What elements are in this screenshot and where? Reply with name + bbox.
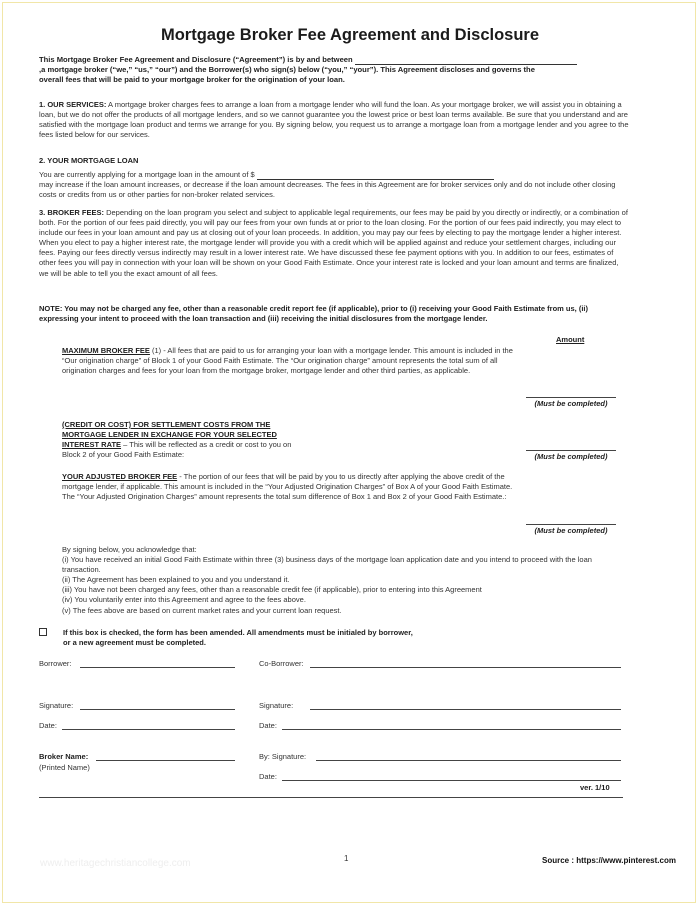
credit-heading-3: INTEREST RATE (62, 440, 122, 450)
intro-paragraph (39, 55, 629, 86)
credit-or-cost (62, 420, 514, 460)
amount-column-header: Amount (556, 335, 585, 344)
version-label: ver. 1/10 (580, 783, 610, 792)
page-number: 1 (344, 854, 349, 863)
intro-line-2: ,a mortgage broker (“we,” “us,” “our”) and the Borrower(s) who sign(s) below (“you,” “your”). This Agreement discloses and governs the (39, 65, 535, 75)
co-borrower-label: Co-Borrower: (259, 659, 304, 668)
credit-text-2: Block 2 of your Good Faith Estimate: (62, 450, 185, 460)
amended-checkbox[interactable] (39, 628, 47, 636)
amended-line-1: If this box is checked, the form has been amended. All amendments must be initialed by borrower, (63, 628, 413, 637)
section-1-heading: 1. OUR SERVICES: (39, 100, 107, 109)
co-borrower-date-field[interactable] (282, 729, 621, 730)
acknowledge-item-3: (iii) You have not been charged any fees, other than a reasonable credit fee (if applicable), prior to entering into this Agreement (62, 585, 482, 595)
co-borrower-signature-label: Signature: (259, 701, 294, 710)
acknowledgement-list (62, 545, 622, 616)
printed-name-label: (Printed Name) (39, 763, 90, 772)
borrower-label: Borrower: (39, 659, 72, 668)
section-3-text: Depending on the loan program you select and subject to applicable legal requirements, our fees may be paid by you directly or indirectly, or a combination of both. For the portion of our fees paid directly, you will pay our fees from your own funds at or prior to the loan closing. For the portion of our fees paid indirectly, you may elect to include our fees in your loan amount and pay us at closing out of your loan proceeds. In addition, you may pay our fees by electing to pay the mortgage lender a higher interest. When you elect to pay a higher interest rate, the mortgage lender will provide you with a credit which will be applied against and reduce your settlement charges, including our fees. Paying our fees directly versus indirectly may result in a lower interest rate. We have discussed these fee payment options with you. In addition to our fees, estimates of other fees you will pay in connection with your loan will be shown on your Good Faith Estimate. Once your interest rate is locked and your loan amount and terms are finalized, we will be able to tell you the exact amount of all fees. (39, 208, 628, 278)
broker-date-field[interactable] (282, 780, 621, 781)
credit-heading-2: MORTGAGE LENDER IN EXCHANGE FOR YOUR SELECTED (62, 430, 277, 440)
section-3-heading: 3. BROKER FEES: (39, 208, 105, 217)
loan-amount-label: You are currently applying for a mortgage loan in the amount of $ (39, 170, 255, 180)
co-borrower-field[interactable] (310, 667, 621, 668)
document-title: Mortgage Broker Fee Agreement and Disclosure (160, 26, 540, 44)
adjusted-broker-fee (62, 472, 514, 502)
max-fee-text: (1) - All fees that are paid to us for arranging your loan with a mortgage lender. This amount is included in the “Our origination charge” of Block 1 of your Good Faith Estimate. The “Our origination charge” amount represents the total sum of all origination charges and fees for your loan from the mortgage broker, mortgage lender and other third parties, as applicable. (62, 346, 513, 376)
acknowledge-item-2: (ii) The Agreement has been explained to you and you understand it. (62, 575, 290, 585)
must-complete-adjusted[interactable]: (Must be completed) (526, 524, 616, 535)
broker-name-label: Broker Name: (39, 752, 89, 761)
intro-line-3: overall fees that will be paid to your mortgage broker for the origination of your loan. (39, 75, 345, 85)
watermark-text: www.heritagechristiancollege.com (40, 858, 191, 869)
acknowledge-item-1: (i) You have received an initial Good Faith Estimate within three (3) business days of the mortgage loan application date and you intend to proceed with the loan transaction. (62, 555, 592, 575)
broker-date-label: Date: (259, 772, 277, 781)
borrower-signature-field[interactable] (80, 709, 235, 710)
section-broker-fees (39, 208, 629, 279)
broker-signature-label: By: Signature: (259, 752, 307, 761)
amended-notice (63, 628, 483, 648)
broker-name-field[interactable] (96, 760, 235, 761)
credit-heading-1: (CREDIT OR COST) FOR SETTLEMENT COSTS FROM THE (62, 420, 271, 429)
borrower-date-field[interactable] (62, 729, 235, 730)
section-1-text: A mortgage broker charges fees to arrange a loan from a mortgage lender who will fund the loan. As your mortgage broker, we will assist you in obtaining a loan, but we do not offer the products of all mortgage lenders, and so we cannot guarantee you the lowest price or best loan terms available. Be sure that you understand and are satisfied with the mortgage loan product and terms we arrange for you. By signing below, you request us to arrange a mortgage loan from a mortgage lender and you agree to the fees listed below for our services. (39, 100, 629, 140)
borrower-field[interactable] (80, 667, 235, 668)
co-borrower-signature-field[interactable] (310, 709, 621, 710)
must-complete-credit[interactable]: (Must be completed) (526, 450, 616, 461)
section-2-text: may increase if the loan amount increases, or decrease if the loan amount decreases. The fees in this Agreement are for broker services only and do not include other closing costs or credits from us or other parties for non-broker related services. (39, 180, 616, 200)
amended-line-2: or a new agreement must be completed. (63, 638, 206, 648)
section-2-heading: 2. YOUR MORTGAGE LOAN (39, 156, 139, 165)
borrower-date-label: Date: (39, 721, 57, 730)
section-mortgage-loan (39, 156, 629, 200)
acknowledge-intro: By signing below, you acknowledge that: (62, 545, 197, 554)
footer-divider (39, 797, 623, 798)
acknowledge-item-5: (v) The fees above are based on current market rates and your current loan request. (62, 605, 342, 615)
must-complete-max-fee[interactable]: (Must be completed) (526, 397, 616, 408)
borrower-signature-label: Signature: (39, 701, 74, 710)
intro-line-1: This Mortgage Broker Fee Agreement and Disclosure (“Agreement”) is by and between (39, 55, 353, 64)
maximum-broker-fee (62, 346, 514, 376)
note-paragraph: NOTE: You may not be charged any fee, other than a reasonable credit report fee (if applicable), prior to (i) receiving your Good Faith Estimate from us, (ii) expressing your intent to proceed with the loan transaction and (iii) receiving the initial disclosures from the mortgage lender. (39, 304, 588, 324)
acknowledge-item-4: (iv) You voluntarily enter into this Agreement and agree to the fees above. (62, 595, 306, 605)
adjusted-fee-heading: YOUR ADJUSTED BROKER FEE (62, 472, 178, 481)
co-borrower-date-label: Date: (259, 721, 277, 730)
adjusted-fee-text: - The portion of our fees that will be paid by you to us directly after applying the above credit of the mortgage lender, if applicable. This amount is included in the “Your Adjusted Origination Charges” of Box A of your Good Faith Estimate. The “Your Adjusted Origination Charges” amount represents the total sum difference of Box 1 and Box 2 of your Good Faith Estimate.: (62, 472, 513, 502)
broker-signature-field[interactable] (316, 760, 621, 761)
credit-text-1: – This will be reflected as a credit or cost to you on (121, 440, 292, 450)
max-fee-heading: MAXIMUM BROKER FEE (62, 346, 150, 355)
section-our-services (39, 100, 629, 140)
source-attribution: Source : https://www.pinterest.com (542, 856, 676, 865)
